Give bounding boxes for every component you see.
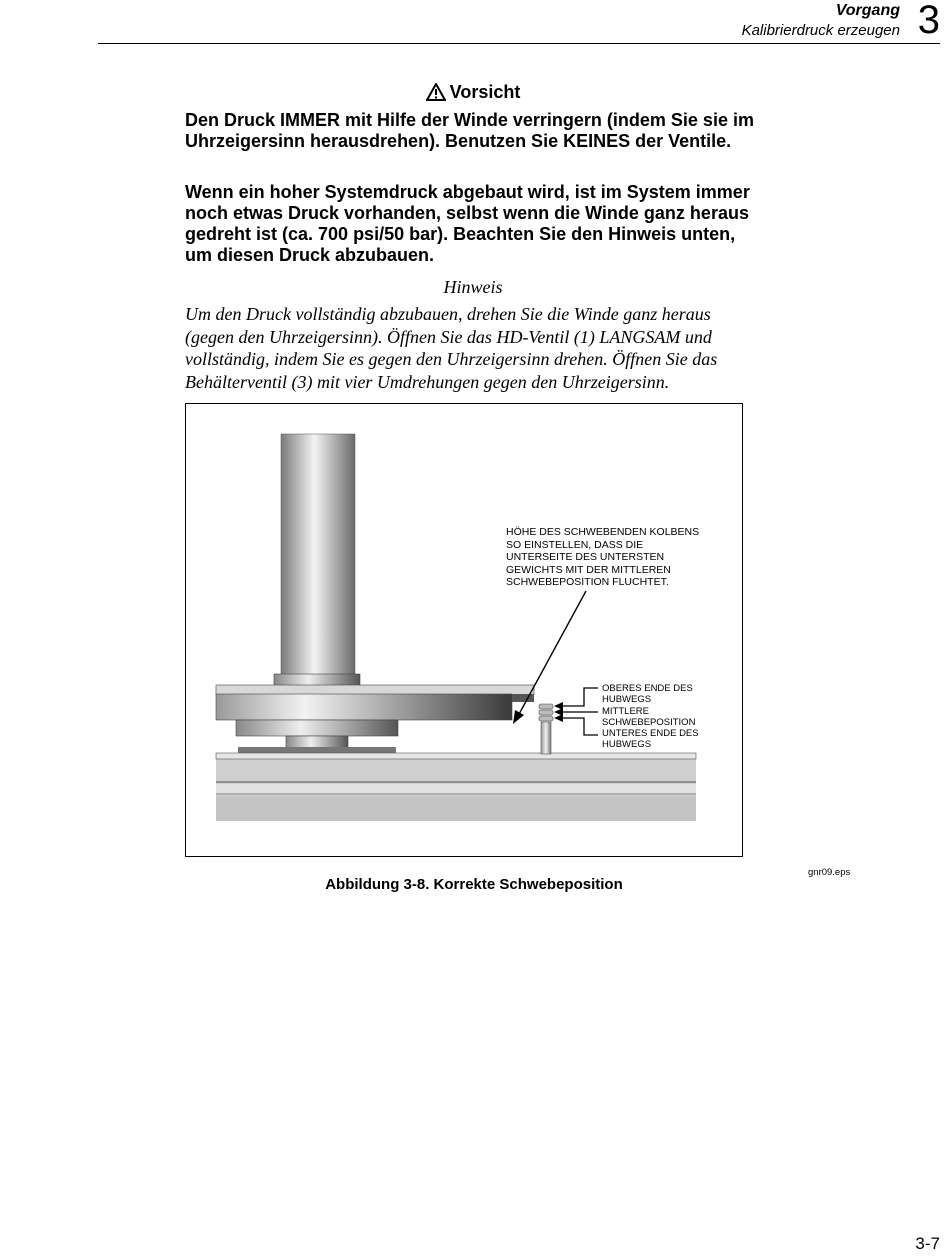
float-indicator-pin	[541, 722, 551, 754]
header-divider	[98, 43, 940, 44]
callout-line: SCHWEBEPOSITION FLUCHTET.	[506, 576, 669, 588]
callout-line: SO EINSTELLEN, DASS DIE	[506, 538, 644, 551]
figure-illustration	[186, 404, 743, 857]
note-heading: Hinweis	[443, 277, 503, 297]
label-upper-stroke-end: OBERES ENDE DES HUBWEGS	[602, 683, 693, 705]
figure-callout	[506, 526, 699, 589]
callout-line: HÖHE DES SCHWEBENDEN KOLBENS	[506, 526, 700, 538]
figure-piston-float-position	[185, 403, 743, 857]
caution-paragraph-2: Wenn ein hoher Systemdruck abgebaut wird, ist im System immer noch etwas Druck vorhanden, selbst wenn die Winde ganz heraus gedreht ist (ca. 700 psi/50 bar). Beachten Sie den Hinweis unten, um diesen Druck abzubauen.	[185, 182, 750, 265]
caution-paragraph-1: Den Druck IMMER mit Hilfe der Winde verringern (indem Sie sie im Uhrzeigersinn herausdrehen). Benutzen Sie KEINES der Ventile.	[185, 110, 754, 151]
figure-caption: Abbildung 3-8. Korrekte Schwebeposition	[325, 876, 623, 893]
piston-column	[281, 434, 355, 679]
warning-triangle-icon	[426, 83, 446, 101]
caution-heading-text: Vorsicht	[449, 82, 521, 102]
page-number: 3-7	[915, 1234, 940, 1253]
chapter-number: 3	[917, 0, 940, 42]
chapter-title: Vorgang	[835, 2, 900, 19]
label-middle-float-position: MITTLERE SCHWEBEPOSITION	[602, 706, 696, 728]
note-text: Um den Druck vollständig abzubauen, drehen Sie die Winde ganz heraus (gegen den Uhrzeigersinn). Öffnen Sie das HD-Ventil (1) LANGSAM und vollständig, indem Sie es gegen den Uhrzeigersinn drehen. Öffnen Sie das Behälterventil (3) mit vier Umdrehungen gegen den Uhrzeigersinn.	[185, 304, 718, 392]
callout-line: UNTERSEITE DES UNTERSTEN	[506, 551, 665, 563]
weight-plate	[216, 685, 534, 695]
caution-heading	[185, 82, 761, 103]
section-title: Kalibrierdruck erzeugen	[741, 22, 900, 39]
figure-file-ref: gnr09.eps	[808, 867, 851, 878]
label-lower-stroke-end: UNTERES ENDE DES HUBWEGS	[602, 728, 699, 750]
callout-line: GEWICHTS MIT DER MITTLEREN	[506, 563, 671, 576]
